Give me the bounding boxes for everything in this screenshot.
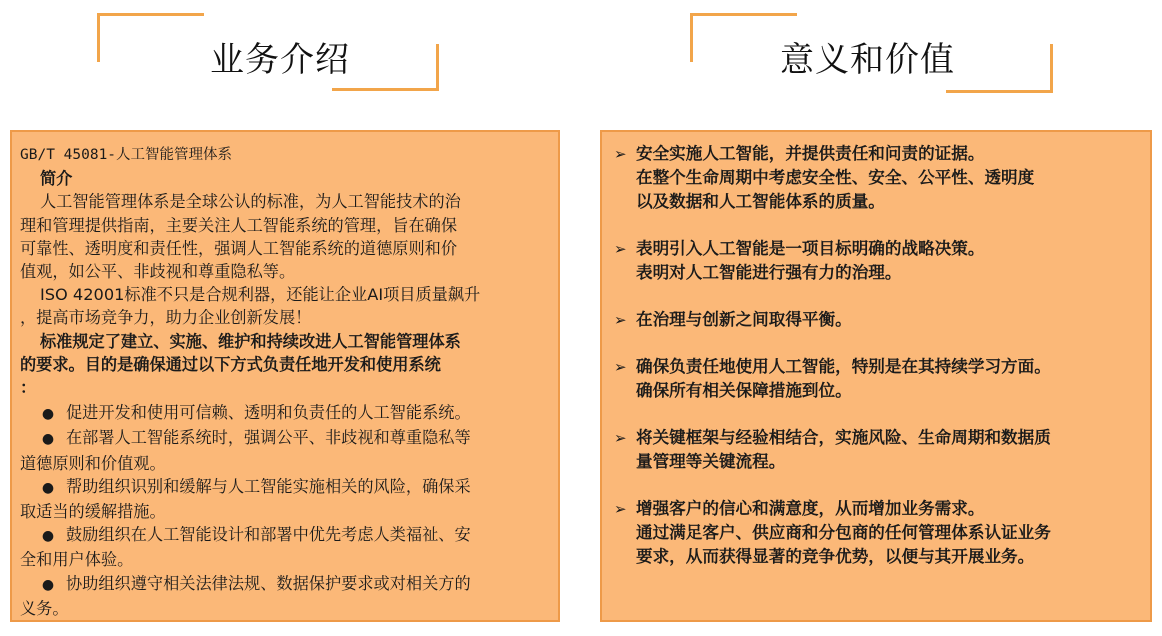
intro-line: 人工智能管理体系是全球公认的标准，为人工智能技术的治 [40, 192, 461, 212]
significance-value-panel [600, 130, 1152, 622]
requirements-bullet-list [20, 401, 548, 620]
list-item [20, 401, 548, 426]
bullet-text: 协助组织遵守相关法律法规、数据保护要求或对相关方的 [66, 573, 471, 593]
list-item [20, 572, 548, 620]
bullet-text: 在部署人工智能系统时，强调公平、非歧视和尊重隐私等 [66, 428, 471, 448]
requirements-paragraph [20, 330, 548, 400]
requirements-line: 标准规定了建立、实施、维护和持续改进人工智能管理体系 [40, 331, 461, 351]
iso-line: ISO 42001标准不只是合规利器，还能让企业AI项目质量飙升 [40, 285, 481, 305]
bullet-text: 帮助组织识别和缓解与人工智能实施相关的风险，确保采 [66, 476, 471, 496]
item-text-cont: 要求，从而获得显著的竞争优势，以便与其开展业务。 [636, 547, 1035, 566]
list-item [614, 497, 1140, 569]
iso-paragraph [20, 283, 548, 329]
list-item [614, 426, 1140, 474]
item-text-cont: 在整个生命周期中考虑安全性、安全、公平性、透明度 [636, 168, 1035, 187]
arrow-bullet-icon: ➢ [614, 500, 627, 518]
list-item [614, 237, 1140, 285]
bullet-text: 鼓励组织在人工智能设计和部署中优先考虑人类福祉、安 [66, 525, 471, 545]
item-text-cont: 通过满足客户、供应商和分包商的任何管理体系认证业务 [636, 523, 1051, 542]
requirements-line: 的要求。目的是确保通过以下方式负责任地开发和使用系统 [20, 354, 441, 374]
intro-line: 可靠性、透明度和责任性，强调人工智能系统的道德原则和价 [20, 238, 458, 258]
item-text: 将关键框架与经验相结合，实施风险、生命周期和数据质 [636, 428, 1051, 447]
bullet-text-cont: 道德原则和价值观。 [20, 453, 166, 473]
iso-line: ，提高市场竞争力，助力企业创新发展！ [20, 308, 312, 328]
item-text: 增强客户的信心和满意度，从而增加业务需求。 [636, 499, 985, 518]
requirements-line: ： [20, 378, 37, 398]
bullet-icon: ● [41, 528, 55, 545]
bullet-icon: ● [41, 431, 55, 448]
item-text: 在治理与创新之间取得平衡。 [636, 310, 852, 329]
bullet-text-cont: 取适当的缓解措施。 [20, 502, 166, 522]
arrow-bullet-icon: ➢ [614, 358, 627, 376]
list-item [614, 355, 1140, 403]
item-text-cont: 以及数据和人工智能体系的质量。 [636, 192, 885, 211]
intro-line: 值观，如公平、非歧视和尊重隐私等。 [20, 262, 296, 282]
bullet-text: 促进开发和使用可信赖、透明和负责任的人工智能系统。 [66, 403, 471, 423]
item-text-cont: 确保所有相关保障措施到位。 [636, 381, 852, 400]
arrow-bullet-icon: ➢ [614, 145, 627, 163]
arrow-bullet-icon: ➢ [614, 311, 627, 329]
bullet-icon: ● [41, 479, 55, 496]
bullet-text-cont: 义务。 [20, 598, 69, 618]
list-item [20, 523, 548, 571]
item-text-cont: 量管理等关键流程。 [636, 452, 786, 471]
right-heading-bracket-bottom [946, 44, 1053, 93]
list-item [20, 426, 548, 474]
item-text: 确保负责任地使用人工智能，特别是在其持续学习方面。 [636, 357, 1051, 376]
list-item [614, 142, 1140, 214]
standard-title: GB/T 45081-人工智能管理体系 [20, 147, 233, 163]
intro-line: 理和管理提供指南，主要关注人工智能系统的管理，旨在确保 [20, 215, 458, 235]
business-intro-panel [10, 130, 560, 622]
bullet-text-cont: 全和用户体验。 [20, 550, 134, 570]
item-text: 表明引入人工智能是一项目标明确的战略决策。 [636, 239, 985, 258]
intro-label: 简介 [40, 169, 73, 189]
item-text-cont: 表明对人工智能进行强有力的治理。 [636, 263, 902, 282]
arrow-bullet-icon: ➢ [614, 240, 627, 258]
left-heading-bracket-top [97, 13, 204, 62]
arrow-bullet-icon: ➢ [614, 429, 627, 447]
list-item [614, 308, 1140, 332]
right-heading-title: 意义和价值 [780, 40, 955, 80]
bullet-icon: ● [41, 576, 55, 593]
list-item [20, 475, 548, 523]
item-text: 安全实施人工智能，并提供责任和问责的证据。 [636, 144, 985, 163]
bullet-icon: ● [41, 406, 55, 423]
intro-paragraph [20, 190, 548, 283]
left-heading-title: 业务介绍 [210, 40, 350, 80]
